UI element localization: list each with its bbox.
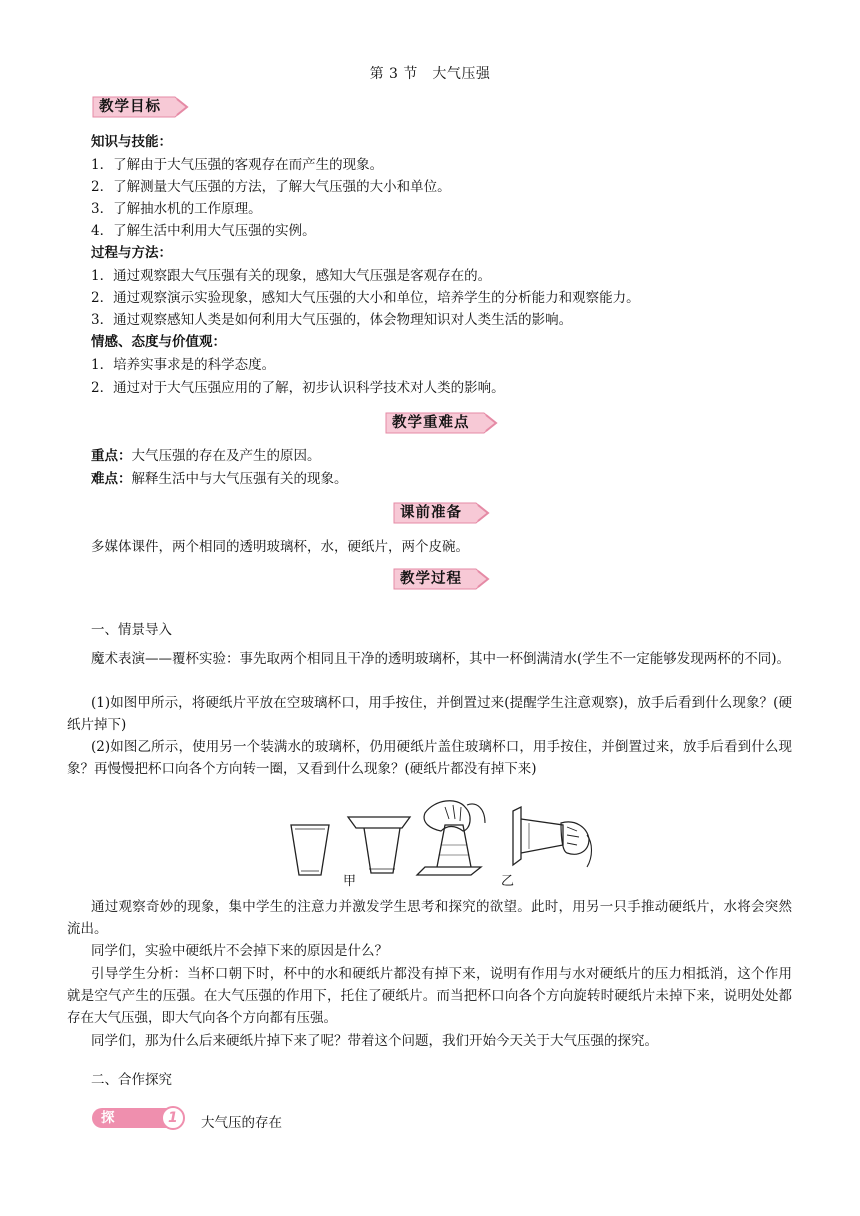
figure-label-b: 乙 — [501, 874, 515, 889]
paragraph: 通过观察奇妙的现象，集中学生的注意力并激发学生思考和探究的欲望。此时，用另一只手推动硬纸片，水将会突然流出。 — [67, 899, 792, 937]
difficulty-line — [91, 469, 348, 489]
attitude-item: 1．培养实事求是的科学态度。 — [91, 357, 276, 373]
difficulty-label: 难点： — [91, 471, 132, 487]
difficulty-text: 解释生活中与大气压强有关的现象。 — [131, 471, 348, 487]
paragraph: 同学们，那为什么后来硬纸片掉下来了呢？带着这个问题，我们开始今天关于大气压强的探究。 — [91, 1033, 658, 1049]
section-badge-goals — [91, 95, 191, 119]
section-title-goals: 教学目标 — [99, 99, 161, 115]
section-badge-preparation — [392, 501, 492, 525]
focus-text: 大气压强的存在及产生的原因。 — [131, 448, 321, 464]
probe-title: 大气压的存在 — [201, 1115, 282, 1131]
paragraph: 引导学生分析：当杯口朝下时，杯中的水和硬纸片都没有掉下来，说明有作用与水对硬纸片的压力相抵消，这个作用就是空气产生的压强。在大气压强的作用下，托住了硬纸片。而当把杯口向各个方向旋转时硬纸片未掉下来，说明处处都存在大气压强，即大气向各个方向都有压强。 — [67, 966, 792, 1026]
method-item: 1．通过观察跟大气压强有关的现象，感知大气压强是客观存在的。 — [91, 268, 492, 284]
cup-experiment-figure — [285, 795, 595, 885]
knowledge-item: 3．了解抽水机的工作原理。 — [91, 201, 262, 217]
method-item: 2．通过观察演示实验现象，感知大气压强的大小和单位，培养学生的分析能力和观察能力。 — [91, 290, 640, 306]
method-heading: 过程与方法： — [91, 245, 172, 261]
focus-line — [91, 446, 321, 466]
attitude-heading: 情感、态度与价值观： — [91, 334, 226, 350]
knowledge-item: 2．了解测量大气压强的方法，了解大气压强的大小和单位。 — [91, 179, 451, 195]
method-item: 3．通过观察感知人类是如何利用大气压强的，体会物理知识对人类生活的影响。 — [91, 312, 573, 328]
section-badge-process — [392, 567, 492, 591]
figure-label-a: 甲 — [343, 874, 357, 889]
preparation-text: 多媒体课件，两个相同的透明玻璃杯，水，硬纸片，两个皮碗。 — [91, 539, 469, 555]
paragraph: 同学们，实验中硬纸片不会掉下来的原因是什么？ — [91, 943, 388, 959]
knowledge-item: 4．了解生活中利用大气压强的实例。 — [91, 223, 316, 239]
section-title-preparation: 课前准备 — [400, 505, 462, 521]
paragraph: 魔术表演——覆杯实验：事先取两个相同且干净的透明玻璃杯，其中一杯倒满清水(学生不一定能够发现两杯的不同)。 — [91, 651, 791, 667]
focus-label: 重点： — [91, 448, 132, 464]
section-title-process: 教学过程 — [400, 571, 462, 587]
knowledge-item: 1．了解由于大气压强的客观存在而产生的现象。 — [91, 157, 384, 173]
attitude-item: 2．通过对于大气压强应用的了解，初步认识科学技术对人类的影响。 — [91, 380, 505, 396]
probe-badge-number: 1 — [168, 1110, 178, 1126]
part1-heading: 一、情景导入 — [91, 622, 172, 638]
section-title-key-points: 教学重难点 — [392, 415, 470, 431]
page-title: 第 3 节 大气压强 — [369, 66, 491, 82]
section-badge-key-points — [384, 411, 500, 435]
paragraph: (1)如图甲所示，将硬纸片平放在空玻璃杯口，用手按住，并倒置过来(提醒学生注意观察)，放手后看到什么现象？(硬纸片掉下) — [67, 695, 792, 733]
part2-heading: 二、合作探究 — [91, 1072, 172, 1088]
knowledge-heading: 知识与技能： — [91, 134, 172, 150]
probe-badge-label: 探究点 — [101, 1110, 116, 1174]
paragraph: (2)如图乙所示，使用另一个装满水的玻璃杯，仍用硬纸片盖住玻璃杯口，用手按住，并倒置过来，放手后看到什么现象？再慢慢把杯口向各个方向转一圈，又看到什么现象？(硬纸片都没有掉下来) — [67, 739, 792, 777]
